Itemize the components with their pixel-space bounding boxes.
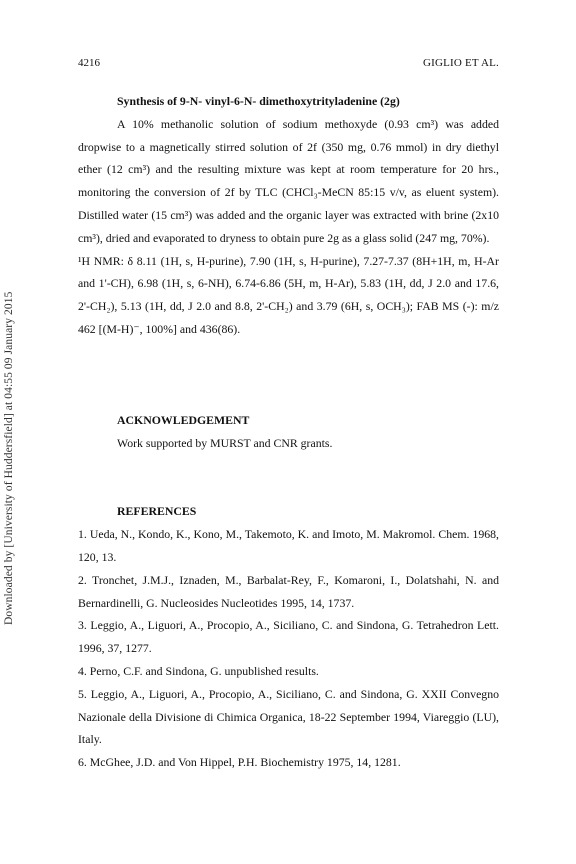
spacer [78,454,499,500]
acknowledgement-heading: ACKNOWLEDGEMENT [117,412,250,427]
page-body [78,90,499,774]
references-heading: REFERENCES [117,504,197,519]
reference-item: 5. Leggio, A., Liguori, A., Procopio, A., Siciliano, C. and Sindona, G. XXII Convegno Nazionale della Divisione di Chimica Organica, 18-22 September 1994, Viareggio (LU), Italy. [78,686,499,747]
running-head: GIGLIO ET AL. [422,57,499,69]
synthesis-title: Synthesis of 9-N- vinyl-6-N- dimethoxytrityladenine (2g) [117,94,400,108]
nmr-data: ¹H NMR: δ 8.11 (1H, s, H-purine), 7.90 (1H, s, H-purine), 7.27-7.37 (8H+1H, m, H-Ar and 1'-CH), 6.98 (1H, s, 6-NH), 6.74-6.86 (5H, m, H-Ar), 5.83 (1H, dd, J 2.0 and 17.6, 2'-CH₂), 5.13 (1H, dd, J 2.0 and 8.8, 2'-CH₂) and 3.79 (6H, s, OCH₃); FAB MS (-): m/z 462 [(M-H)⁻, 100%] and 436(86). [78,253,499,336]
reference-item: 6. McGhee, J.D. and Von Hippel, P.H. Biochemistry 1975, 14, 1281. [78,755,401,770]
spacer [78,341,499,409]
reference-item: 3. Leggio, A., Liguori, A., Procopio, A., Siciliano, C. and Sindona, G. Tetrahedron Lett. 1996, 37, 1277. [78,618,499,656]
page-number: 4216 [78,57,100,69]
reference-item: 1. Ueda, N., Kondo, K., Kono, M., Takemoto, K. and Imoto, M. Makromol. Chem. 1968, 120, 13. [78,527,499,564]
acknowledgement-text: Work supported by MURST and CNR grants. [117,435,333,450]
reference-item: 4. Perno, C.F. and Sindona, G. unpublished results. [78,663,319,678]
reference-list [78,523,499,774]
download-watermark: Downloaded by [University of Huddersfield] at 04:55 09 January 2015 [3,291,15,625]
synthesis-paragraph-text: A 10% methanolic solution of sodium methoxyde (0.93 cm³) was added dropwise to a magnetically stirred solution of 2f (350 mg, 0.76 mmol) in dry diethyl ether (12 cm³) and the resulting mixture was kept at room temperature for 20 hrs., monitoring the conversion of 2f by TLC (CHCl₃-MeCN 85:15 v/v, as eluent system). Distilled water (15 cm³) was added and the organic layer was extracted with brine (2x10 cm³), dried and evaporated to dryness to obtain pure 2g as a glass solid (247 mg, 70%). [78,116,499,245]
reference-item: 2. Tronchet, J.M.J., Iznaden, M., Barbalat-Rey, F., Komaroni, I., Dolatshahi, N. and Bernardinelli, G. Nucleosides Nucleotides 1995, 14, 1737. [78,572,499,610]
synthesis-paragraph [78,113,499,250]
